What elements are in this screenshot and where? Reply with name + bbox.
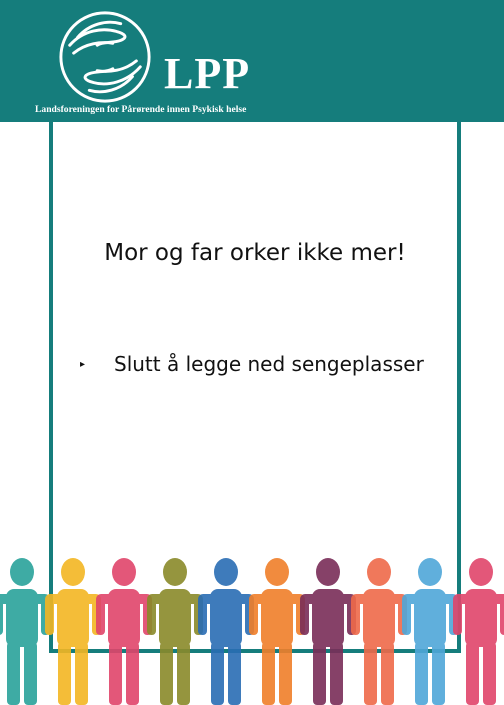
bullet-marker-icon: ▸ [80, 359, 86, 370]
bullet-text: Slutt å legge ned sengeplasser [114, 352, 424, 376]
logo-wordmark: LPP [164, 49, 251, 98]
person-figure [0, 558, 50, 705]
organization-name: Landsforeningen for Pårørende innen Psykisk helse [35, 104, 247, 115]
person-figure [96, 558, 152, 705]
hands-logo-icon [56, 8, 154, 106]
person-figure [453, 558, 504, 705]
person-figure [147, 558, 203, 705]
person-figure [198, 558, 254, 705]
slide-title: Mor og far orker ikke mer! [104, 240, 406, 266]
people-holding-hands-illustration [0, 552, 504, 705]
person-figure [351, 558, 407, 705]
person-figure [300, 558, 356, 705]
person-figure [45, 558, 101, 705]
person-figure [249, 558, 305, 705]
person-figure [402, 558, 458, 705]
header-banner [0, 0, 504, 122]
